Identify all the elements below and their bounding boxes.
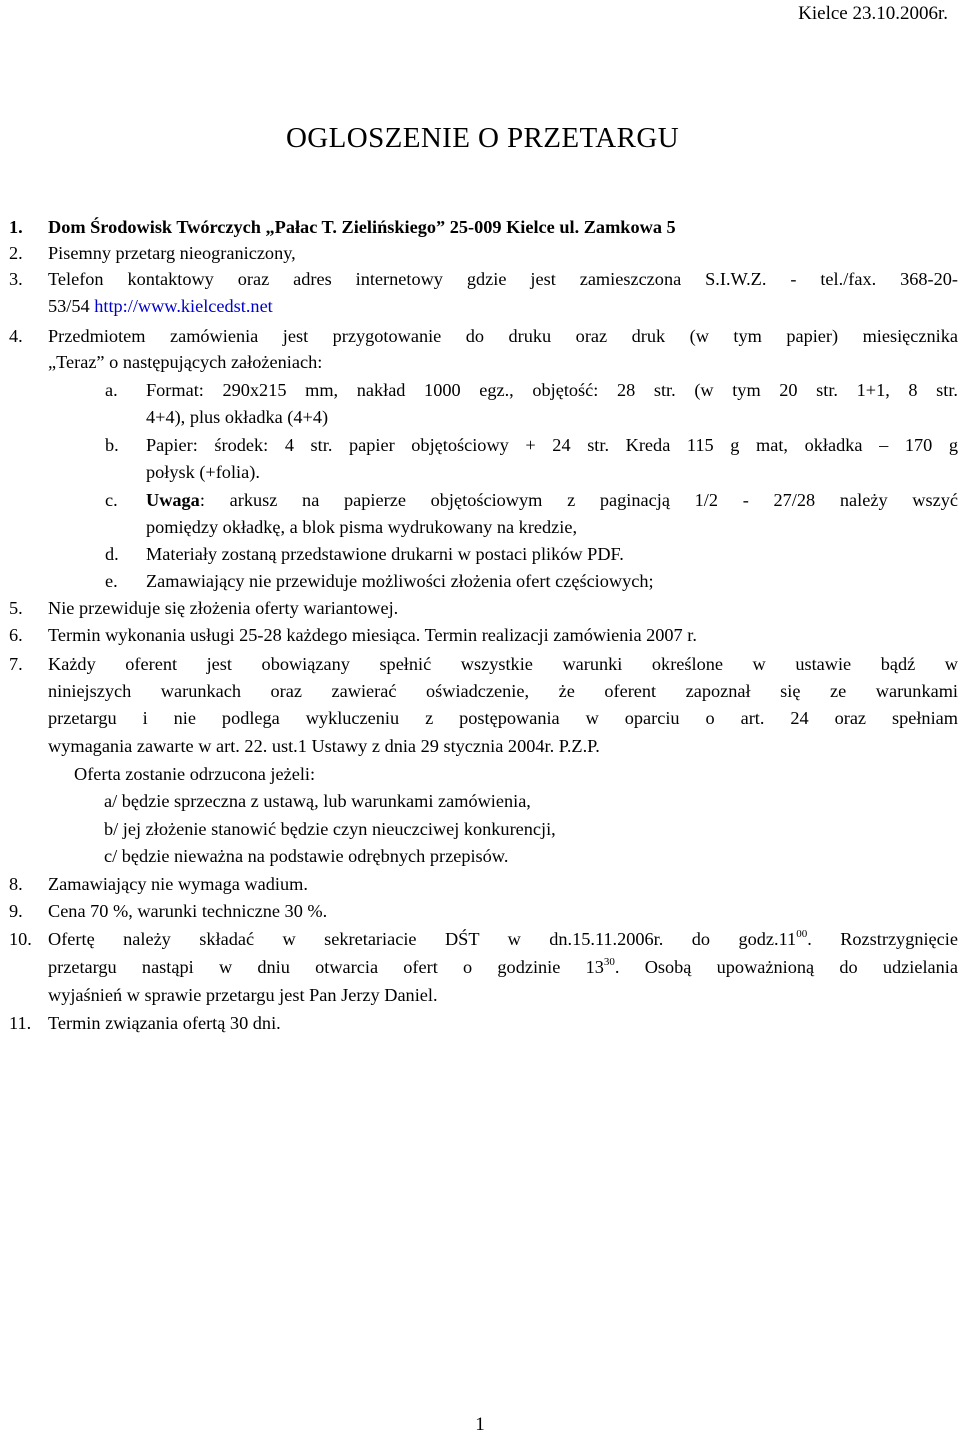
item-10-line-1 (48, 928, 958, 953)
rejection-reason: c/ będzie nieważna na podstawie odrębnych przepisów. (104, 846, 509, 866)
warning-label: Uwaga (146, 490, 200, 510)
item-number: 8. (9, 874, 23, 894)
rejection-reason: a/ będzie sprzeczna z ustawą, lub warunkami zamówienia, (104, 791, 531, 811)
subitem-c-line-1 (146, 489, 958, 511)
item-8-text: Zamawiający nie wymaga wadium. (48, 874, 308, 894)
item-number: 11. (9, 1013, 32, 1033)
item-10-line-1-a: Ofertę należy składać w sekretariacie DŚT w dn.15.11.2006r. do godz.11 (48, 929, 797, 949)
page-title: OGLOSZENIE O PRZETARGU (285, 122, 680, 154)
item-10-line-2-a: przetargu nastąpi w dniu otwarcia ofert o godzinie 13 (48, 957, 604, 977)
subitem-d-text: Materiały zostaną przedstawione drukarni w postaci plików PDF. (146, 544, 624, 564)
rejection-intro: Oferta zostanie odrzucona jeżeli: (74, 764, 316, 784)
item-1-text: Dom Środowisk Twórczych „Pałac T. Zielińskiego” 25-009 Kielce ul. Zamkowa 5 (48, 217, 676, 237)
subitem-a-line-1: Format: 290x215 mm, nakład 1000 egz., objętość: 28 str. (w tym 20 str. 1+1, 8 str. (146, 380, 958, 400)
subitem-b-line-2: połysk (+folia). (146, 462, 260, 482)
subitem-c-line-1-rest: : arkusz na papierze objętościowym z paginacją 1/2 - 27/28 należy wszyć (199, 490, 958, 510)
item-number: 2. (9, 243, 23, 263)
subitem-label: a. (105, 380, 118, 400)
subitem-e-text: Zamawiający nie przewiduje możliwości złożenia ofert częściowych; (146, 571, 654, 591)
time-superscript: 30 (603, 956, 615, 968)
item-4-line-1: Przedmiotem zamówienia jest przygotowanie do druku oraz druk (w tym papier) miesięcznika (48, 326, 958, 346)
item-3-line-2-prefix: 53/54 (48, 296, 95, 316)
item-10-line-2-b: . Osobą upoważnioną do udzielania (614, 957, 958, 977)
item-number: 7. (9, 654, 23, 674)
item-10-line-3: wyjaśnień w sprawie przetargu jest Pan Jerzy Daniel. (48, 985, 438, 1005)
item-7-line-1: Każdy oferent jest obowiązany spełnić wszystkie warunki określone w ustawie bądź w (48, 654, 958, 674)
item-number: 4. (9, 326, 23, 346)
subitem-b-line-1: Papier: środek: 4 str. papier objętościowy + 24 str. Kreda 115 g mat, okładka – 170 g (146, 435, 958, 455)
item-number: 6. (9, 625, 23, 645)
item-3-line-1: Telefon kontaktowy oraz adres internetowy gdzie jest zamieszczona S.I.W.Z. - tel./fax. 368-20- (48, 269, 958, 289)
item-number: 3. (9, 269, 23, 289)
time-superscript: 00 (796, 928, 808, 940)
item-number: 9. (9, 901, 23, 921)
item-6-text: Termin wykonania usługi 25-28 każdego miesiąca. Termin realizacji zamówienia 2007 r. (48, 625, 697, 645)
item-number: 1. (9, 217, 23, 237)
item-7-line-3: przetargu i nie podlega wykluczeniu z postępowania w oparciu o art. 24 oraz spełniam (48, 708, 958, 728)
subitem-label: c. (105, 490, 118, 510)
subitem-label: d. (105, 544, 119, 564)
document-date: Kielce 23.10.2006r. (798, 3, 948, 24)
rejection-reason: b/ jej złożenie stanowić będzie czyn nieuczciwej konkurencji, (104, 819, 556, 839)
item-7-line-2: niniejszych warunkach oraz zawierać oświadczenie, że oferent zapoznał się ze warunkami (48, 681, 958, 701)
item-11-text: Termin związania ofertą 30 dni. (48, 1013, 281, 1033)
item-5-text: Nie przewiduje się złożenia oferty wariantowej. (48, 598, 399, 618)
item-10-line-2 (48, 956, 958, 981)
page-number: 1 (475, 1414, 485, 1435)
subitem-label: b. (105, 435, 119, 455)
website-link[interactable]: http://www.kielcedst.net (94, 296, 273, 316)
item-4-line-2: „Teraz” o następujących założeniach: (48, 352, 323, 372)
item-10-line-1-b: . Rozstrzygnięcie (807, 929, 958, 949)
item-number: 10. (9, 929, 32, 949)
item-number: 5. (9, 598, 23, 618)
subitem-c-line-2: pomiędzy okładkę, a blok pisma wydrukowany na kredzie, (146, 517, 578, 537)
subitem-a-line-2: 4+4), plus okładka (4+4) (146, 407, 329, 427)
item-7-line-4: wymagania zawarte w art. 22. ust.1 Ustawy z dnia 29 stycznia 2004r. P.Z.P. (48, 736, 600, 756)
subitem-label: e. (105, 571, 118, 591)
item-3-line-2 (48, 295, 273, 317)
item-2-text: Pisemny przetarg nieograniczony, (48, 243, 296, 263)
item-9-text: Cena 70 %, warunki techniczne 30 %. (48, 901, 328, 921)
